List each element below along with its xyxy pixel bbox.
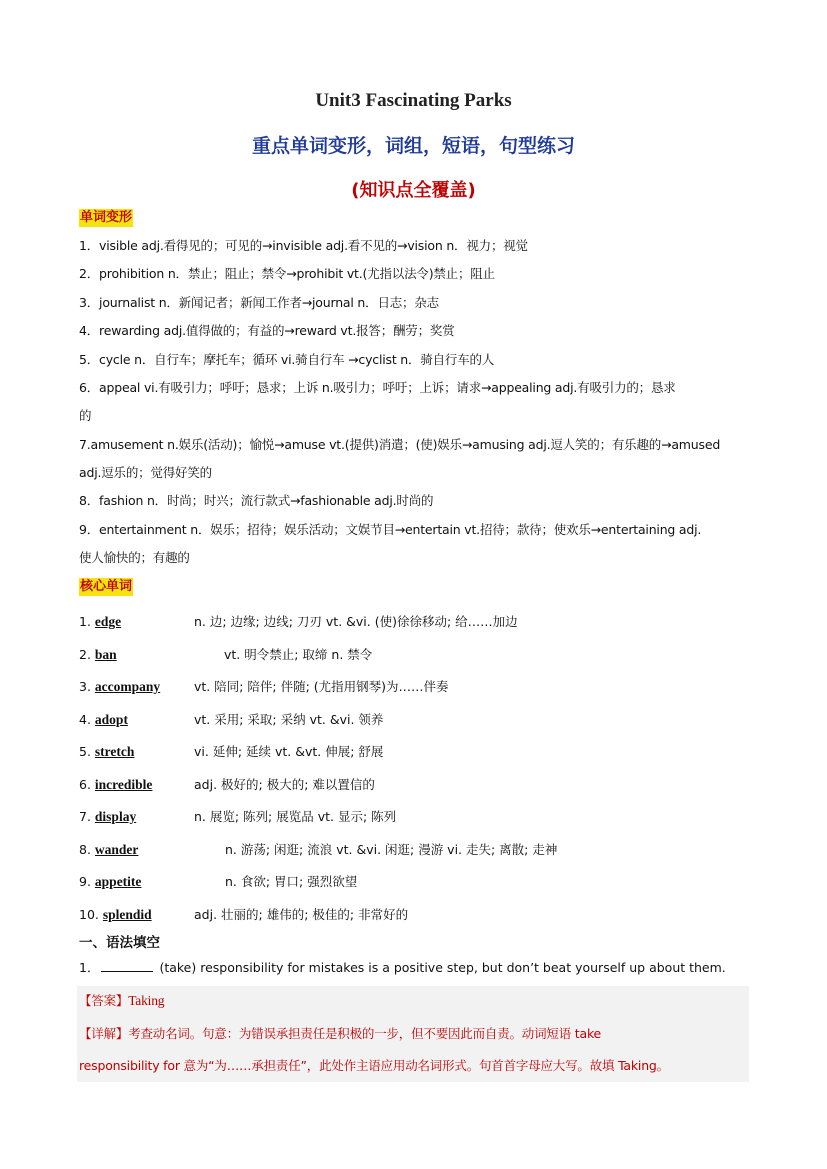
core-word-term: 10. splendid	[79, 907, 152, 922]
explanation-line-2: responsibility for 意为“为……承担责任”，此处作主语应用动名词形式。句首首字母应大写。故填 Taking。	[79, 1058, 669, 1073]
answer-label: 【答案】	[79, 993, 129, 1008]
word-form-line: 6．appeal vi.有吸引力；呼吁；恳求；上诉 n.吸引力；呼吁；上诉；请求→appealing adj.有吸引力的；恳求	[79, 380, 676, 395]
document-title: Unit3 Fascinating Parks	[315, 90, 512, 111]
word-form-line: 1．visible adj.看得见的；可见的→invisible adj.看不见的→vision n．视力；视觉	[79, 238, 528, 253]
document-subtitle: 重点单词变形，词组，短语，句型练习	[251, 135, 575, 157]
word-form-line: 5．cycle n．自行车；摩托车；循环 vi.骑自行车 →cyclist n．骑自行车的人	[79, 352, 495, 367]
core-word-term: 6. incredible	[79, 777, 153, 792]
core-word-definition: vt. 采用; 采取; 采纳 vt. &vi. 领养	[194, 712, 384, 727]
core-word-definition: n. 游荡; 闲逛; 流浪 vt. &vi. 闲逛; 漫游 vi. 走失; 离散; 走神	[225, 842, 558, 857]
core-word-term: 2. ban	[79, 647, 117, 662]
question-text: (take) responsibility for mistakes is a positive step, but don’t beat yourself up about them.	[159, 960, 726, 975]
question-number: 1．	[79, 960, 100, 975]
answer-line	[79, 992, 164, 1010]
question-1	[79, 959, 726, 977]
core-word-term: 8. wander	[79, 842, 139, 857]
answer-blank	[101, 959, 153, 972]
core-word-definition: adj. 壮丽的; 雄伟的; 极佳的; 非常好的	[194, 907, 409, 922]
word-form-line: 使人愉快的；有趣的	[79, 550, 190, 565]
explanation-label: 【详解】	[79, 1026, 129, 1041]
core-word-term: 3. accompany	[79, 679, 161, 694]
section-heading-grammar: 一、语法填空	[79, 935, 160, 951]
core-word-definition: vi. 延伸; 延续 vt. &vt. 伸展; 舒展	[194, 744, 384, 759]
core-word-definition: vt. 陪同; 陪伴; 伴随; (尤指用钢琴)为……伴奏	[194, 679, 449, 694]
word-form-line: 3．journalist n．新闻记者；新闻工作者→journal n．日志；杂志	[79, 295, 439, 310]
word-form-line: adj.逗乐的；觉得好笑的	[79, 465, 212, 480]
core-word-term: 9. appetite	[79, 874, 142, 889]
word-form-line: 9．entertainment n．娱乐；招待；娱乐活动；文娱节目→entertain vt.招待；款待；使欢乐→entertaining adj.	[79, 522, 702, 537]
section-heading-word-forms: 单词变形	[80, 210, 133, 225]
word-form-line: 2．prohibition n．禁止；阻止；禁令→prohibit vt.(尤指以法令)禁止；阻止	[79, 266, 495, 281]
word-form-line: 的	[79, 408, 92, 423]
explanation-text: 考查动名词。句意：为错误承担责任是积极的一步，但不要因此而自责。动词短语 take	[128, 1026, 602, 1041]
core-word-term: 4. adopt	[79, 712, 128, 727]
section-heading-core-words: 核心单词	[80, 579, 133, 594]
word-form-line: 7.amusement n.娱乐(活动)；愉悦→amuse vt.(提供)消遣；(使)娱乐→amusing adj.逗人笑的；有乐趣的→amused	[79, 437, 721, 452]
core-word-term: 5. stretch	[79, 744, 135, 759]
core-word-term: 1. edge	[79, 614, 122, 629]
explanation-line	[79, 1025, 601, 1043]
core-word-definition: n. 边; 边缘; 边线; 刀刃 vt. &vi. (使)徐徐移动; 给……加边	[194, 614, 518, 629]
core-word-definition: n. 食欲; 胃口; 强烈欲望	[225, 874, 358, 889]
answer-value: Taking	[128, 993, 165, 1008]
core-word-term: 7. display	[79, 809, 137, 824]
core-word-definition: adj. 极好的; 极大的; 难以置信的	[194, 777, 375, 792]
coverage-tag: (知识点全覆盖)	[351, 180, 476, 201]
word-form-line: 8．fashion n．时尚；时兴；流行款式→fashionable adj.时尚的	[79, 493, 434, 508]
core-word-definition: n. 展览; 陈列; 展览品 vt. 显示; 陈列	[194, 809, 397, 824]
word-form-line: 4．rewarding adj.值得做的；有益的→reward vt.报答；酬劳；奖赏	[79, 323, 455, 338]
core-word-definition: vt. 明令禁止; 取缔 n. 禁令	[224, 647, 373, 662]
